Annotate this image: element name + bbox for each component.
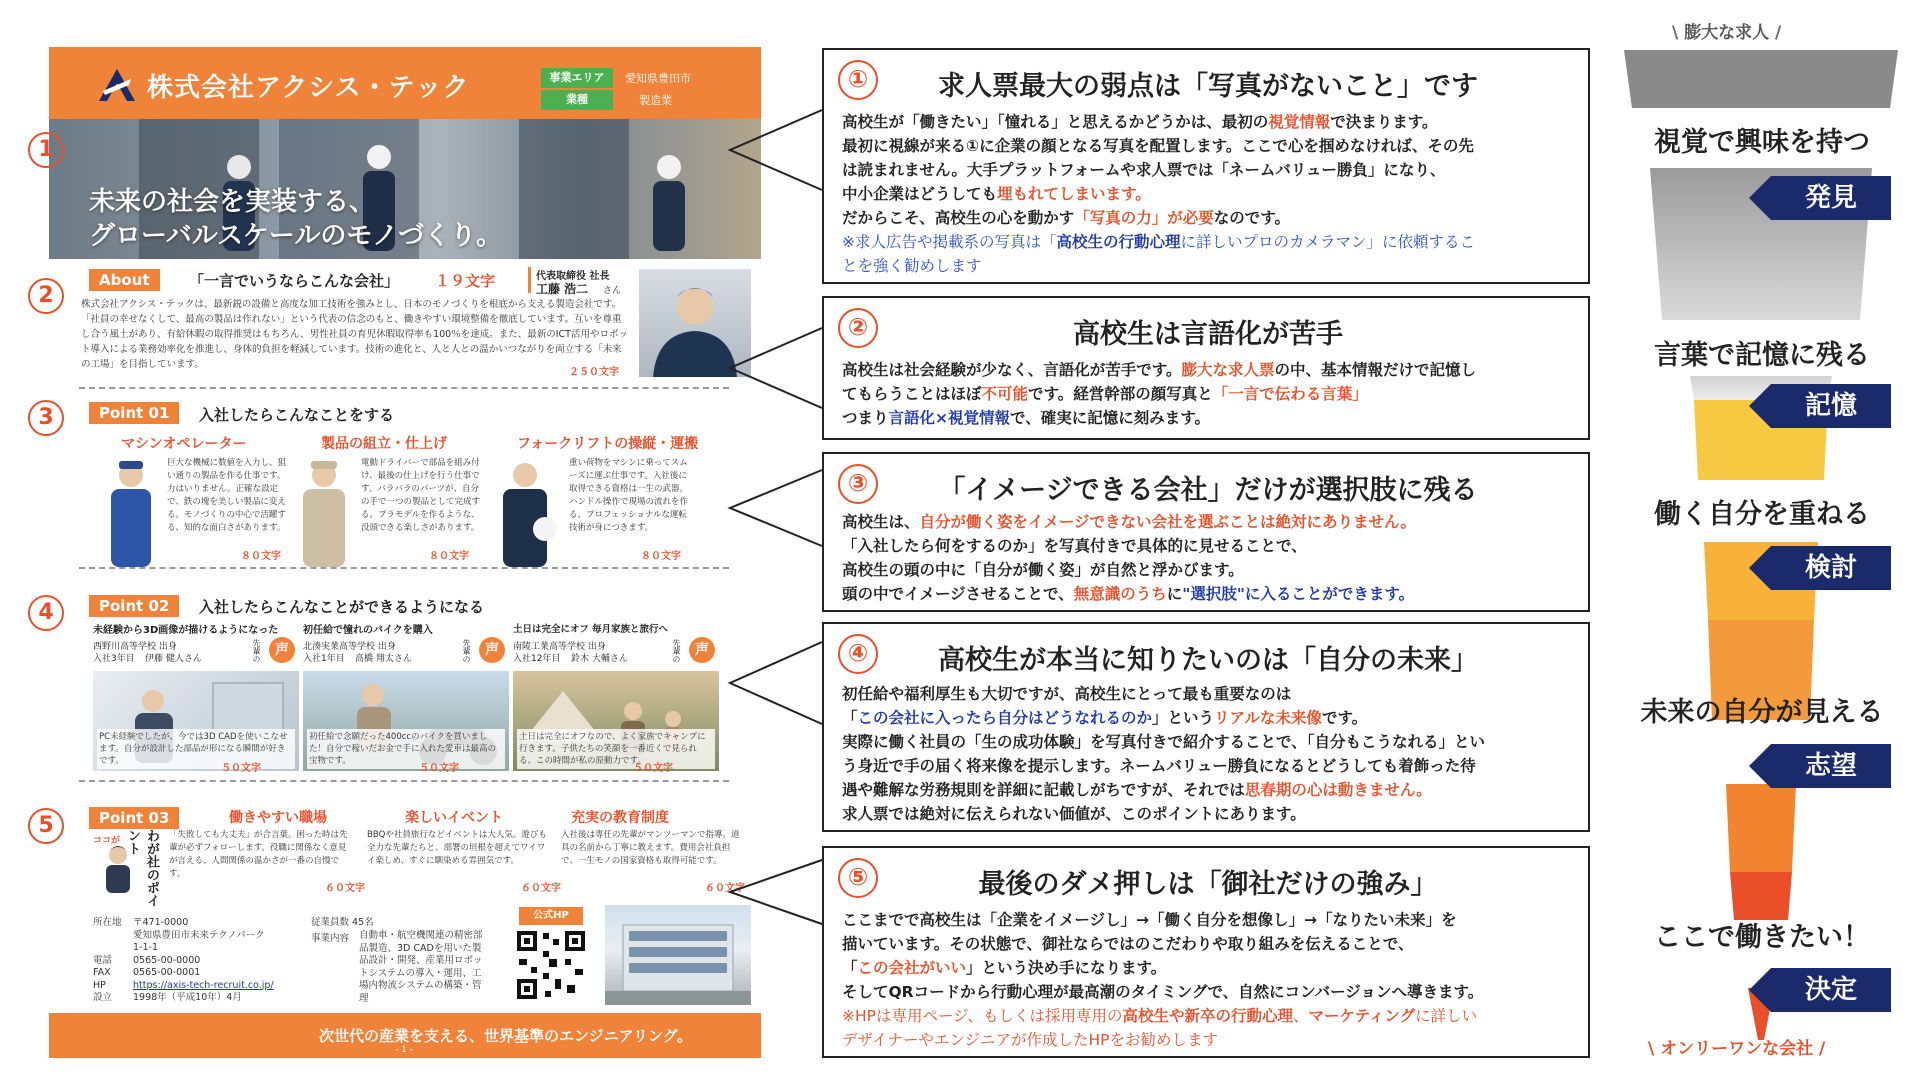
tag-industry-label: 業種 [541,90,613,110]
divider [79,387,729,389]
tag-area-value: 愛知県豊田市 [625,72,691,85]
callout-line: 遇や難解な労務規則を詳細に記載しがちですが、それでは思春期の心は動きません。 [842,781,1432,799]
callout-line: てもらうことはほぼ不可能です。経営幹部の顔写真と「一言で伝わる言葉」 [842,385,1368,403]
voice-badge: 声 [479,637,505,663]
funnel-stage-tag-1: 発見 [1771,176,1891,220]
callout-line: ※求人広告や掲載系の写真は「高校生の行動心理に詳しいプロのカメラマン」に依頼するこ [842,233,1476,251]
funnel-stage-tag-4: 志望 [1771,744,1891,788]
forklift-person-icon [493,459,559,569]
point3-count-3: ６０文字 [705,883,745,894]
voice-card-2 [303,621,509,773]
voice-school: 北湊実業高等学校 出身 [303,642,396,652]
voice-text: PC未経験でしたが、今では3D CADを使いこなせます。自分が設計した部品が形になる瞬間が好きです。 [97,729,295,769]
callout-title: 高校生が本当に知りたいのは「自分の未来」 [938,645,1478,676]
callout-line: 高校生は、自分が働く姿をイメージできない会社を選ぶことは絶対にありません。 [842,513,1416,531]
point3-count-2: ６０文字 [521,883,561,894]
flyer-marker-2: 2 [28,278,64,314]
callout-line: 実際に働く社員の「生の成功体験」を写真付きで紹介することで、「自分もこうなれる」とい [842,733,1485,751]
callout-body [842,358,1574,430]
callout-line: 求人票では絶対に伝えられない価値が、このポイントにあります。 [842,805,1306,823]
voice-headline: 未経験から3D画像が描けるようになった [93,625,279,636]
callout-body [842,110,1574,278]
callout-title: 「イメージできる会社」だけが選択肢に残る [938,475,1478,506]
point2-chip: Point 02 [89,595,179,617]
callout-line: とを強く勧めします [842,257,982,275]
about-body: 株式会社アクシス・テックは、最新鋭の設備と高度な加工技術を強みとし、日本のモノづくりを根底から支える製造会社です。「社員の幸せなくして、最高の製品は作れない」という代表の信念のもと、働きやすい環境整備を徹底しています。互いを尊重し合う風土があり、有給休暇の取得推奨はもちろん、男性社員の育児休暇取得率も100％を達成。また、最新のICT活用やロボット導入による業務効率化を推進し、身体的負担を軽減しています。技術の進化と、人と人との温かいつながりを両立する「未来の工場」を目指しています。 [81,299,628,370]
callout-line: 最初に視線が来る①に企業の顔となる写真を配置します。ここで心を掴めなければ、その先 [842,137,1474,155]
voice-card-1 [93,621,299,773]
hero-photo [49,119,761,259]
voice-headline: 土日は完全にオフ 毎月家族と旅行へ [513,624,669,635]
tag-industry-value: 製造業 [639,94,672,107]
divider [79,567,729,569]
company-employees: 従業員数 45名 [311,917,374,928]
page-number: - 1 - [395,1045,413,1055]
worker-silhouette-icon [639,149,699,259]
point2-heading: 入社したらこんなことができるようになる [199,598,485,616]
recruit-flyer [49,47,761,1058]
point3-title-1: 働きやすい職場 [229,810,327,826]
flyer-footer [49,1013,761,1058]
callout-line: 中小企業はどうしても埋もれてしまいます。 [842,185,1151,203]
company-logo-icon [97,67,137,103]
callout-line: そしてQRコードから行動心理が最高潮のタイミングで、自然にコンバージョンへ導きます。 [842,983,1484,1001]
callout-line: デザイナーやエンジニアが作成したHPをお勧めします [842,1031,1219,1049]
callout-line: 高校生が「働きたい」「憧れる」と思えるかどうかは、最初の視覚情報で決まります。 [842,113,1438,131]
callout-box-4 [822,622,1590,832]
voice-badge: 声 [689,637,715,663]
tag-area-label: 事業エリア [541,68,613,88]
point3-title-2: 楽しいイベント [405,810,503,826]
point3-count-1: ６０文字 [325,883,365,894]
company-business: 自動車・航空機関連の精密部品製造、3D CADを用いた製品設計・開発、産業用ロボットシステムの導入・運用、工場内物流システムの構築・管理 [359,930,483,1004]
flyer-marker-5: 5 [28,808,64,844]
callout-line: だからこそ、高校生の心を動かす「写真の力」が必要なのです。 [842,209,1290,227]
funnel-stage-label-3: 働く自分を重ねる [1654,499,1870,530]
voice-card-3 [513,621,719,773]
callout-line: ※HPは専用ページ、もしくは採用専用の高校生や新卒の行動心理、マーケティングに詳しい [842,1007,1478,1025]
funnel-top-caption: \ 膨大な求人 / [1672,23,1782,43]
job-title-3: フォークリフトの操縦・運搬 [517,436,699,452]
callout-body [842,510,1574,606]
ceo-title: 代表取締役 社長 [536,271,610,282]
callout-number: ④ [838,634,878,674]
job-title-1: マシンオペレーター [121,436,247,452]
point3-coco: ココが [93,836,121,846]
callout-number: ③ [838,464,878,504]
voice-count: ５０文字 [633,763,673,774]
company-business-label: 事業内容 [311,933,350,944]
callout-line: 初任給や福利厚生も大切ですが、高校生にとって最も重要なのは [842,685,1292,703]
hero-line-2: グローバルスケールのモノづくり。 [89,221,503,251]
about-body-count: ２５０文字 [569,367,619,378]
voice-headline: 初任給で憧れのバイクを購入 [303,625,433,636]
job-count-2: ８０文字 [429,551,469,562]
voice-senior: 先輩の [462,639,471,663]
callout-box-5 [822,846,1590,1058]
callout-line: ここまでで高校生は「企業をイメージし」→「働く自分を想像し」→「なりたい未来」を [842,911,1457,929]
voice-name: 伊藤 健人さん [145,654,202,664]
job-title-2: 製品の組立・仕上げ [321,436,447,452]
callout-line: 「この会社に入ったら自分はどうなれるのか」というリアルな未来像です。 [842,709,1368,727]
voice-name: 鈴木 大輔さん [571,654,628,664]
callout-line: 描いています。その状態で、御社ならではのこだわりや取り組みを伝えることで、 [842,935,1414,953]
point3-vertical: わが社のポイント [125,829,159,907]
point3-text-3: 入社後は専任の先輩がマンツーマンで指導。道具の名前から丁寧に教えます。費用会社負担で、一生モノの国家資格も取得可能です。 [561,830,740,866]
qr-code-icon[interactable] [515,929,587,1001]
job-count-3: ８０文字 [641,551,681,562]
funnel-stage-label-2: 言葉で記憶に残る [1654,340,1870,371]
point3-title-3: 充実の教育制度 [571,810,669,826]
voice-year: 入社1年目 [303,654,345,664]
callout-number: ① [838,60,878,100]
callout-box-2 [822,296,1590,440]
funnel-bottom-caption: \ オンリーワンな会社 / [1648,1039,1826,1059]
callout-number: ⑤ [838,858,878,898]
callout-line: う身近で手の届く将来像を提示します。ネームバリュー勝負になるとどうしても着飾った待 [842,757,1476,775]
funnel-stage-tag-3: 検討 [1771,546,1891,590]
divider [79,780,729,782]
flyer-marker-4: 4 [28,595,64,631]
voice-senior: 先輩の [672,639,681,663]
voice-senior: 先輩の [252,639,261,663]
callout-body [842,908,1574,1052]
operator-person-icon [101,459,161,569]
assembler-person-icon [293,459,355,569]
point1-chip: Point 01 [89,402,179,424]
callout-connectors [720,0,830,1080]
callout-line: 「入社したら何をするのか」を写真付きで具体的に見せることで、 [842,537,1307,555]
job-count-1: ８０文字 [241,551,281,562]
flyer-marker-3: 3 [28,400,64,436]
hero-line-1: 未来の社会を実装する、 [89,187,376,217]
callout-line: つまり言語化×視覚情報で、確実に記憶に刻みます。 [842,409,1210,427]
voice-school: 南陵工業高等学校 出身 [513,642,606,652]
callout-title: 最後のダメ押しは「御社だけの強み」 [978,869,1438,900]
funnel-stage-label-5: ここで働きたい！ [1654,922,1870,953]
about-chip: About [89,269,160,291]
ceo-suffix: さん [603,286,622,296]
callout-line: 「この会社がいい」という決め手になります。 [842,959,1167,977]
homepage-link[interactable]: https://axis-tech-recruit.co.jp/ [133,979,274,991]
company-name: 株式会社アクシス・テック [147,73,470,103]
job-text-2: 電動ドライバーで部品を組み付け、最後の仕上げを行う仕事です。バラバラのパーツが、自分の手で一つの製品として完成する。プラモデルを作るような、没頭できる楽しさがあります。 [361,458,481,533]
about-heading: 「一言でいうならこんな会社」 [189,272,400,290]
callout-title: 高校生は言語化が苦手 [1073,319,1343,350]
footer-slogan: 次世代の産業を支える、世界基準のエンジニアリング。 [319,1027,693,1045]
voice-year: 入社3年目 [93,654,135,664]
funnel-stage-tag-5: 決定 [1771,968,1891,1012]
voice-text: 土日は完全にオフなので、よく家族でキャンプに行きます。子供たちの笑顔を一番近くで見られる、この時間が私の原動力です。 [517,729,715,769]
company-info: 所在地 〒471-0000 愛知県豊田市未来テクノパーク 1-1-1 電話 0565-00-0000 FAX 0565-00-0001 HP https://axis-tech-recruit.co.jp/ 設立 1998年（平成10年）4月 [93,917,274,1003]
voice-text: 初任給で念願だった400ccのバイクを買いました！自分で稼いだお金で手に入れた愛車は最高の宝物です。 [307,729,505,769]
ceo-name: 工藤 浩二 [536,282,589,296]
callout-body [842,682,1574,826]
voice-school: 西野川高等学校 出身 [93,642,177,652]
voice-badge: 声 [269,637,295,663]
point3-text-2: BBQや社員旅行などイベントは大人気。遊びも全力な先輩たちと、部署の垣根を超えてワイワイ楽しめ、すぐに馴染める雰囲気です。 [367,830,547,866]
point1-heading: 入社したらこんなことをする [199,406,395,424]
flyer-header [49,47,761,119]
qr-label: 公式HP [519,907,583,925]
callout-box-3 [822,452,1590,612]
voice-year: 入社12年目 [513,654,561,664]
voice-count: ５０文字 [419,763,459,774]
callout-line: 頭の中でイメージさせることで、無意識のうちに"選択肢"に入ることができます。 [842,585,1415,603]
flyer-marker-1: 1 [28,132,64,168]
callout-box-1 [822,48,1590,284]
callout-title: 求人票最大の弱点は「写真がないこと」です [938,71,1478,102]
job-text-1: 巨大な機械に数値を入力し、狙い通りの製品を作る仕事です。力はいりません。正確な設定で、鉄の塊を美しい製品に変える。モノづくりの中心で活躍する、知的な面白さがあります。 [167,458,287,533]
job-text-3: 重い荷物をマシンに乗ってスムーズに運ぶ仕事です。入社後に取得できる資格は一生の武器。ハンドル操作で現場の流れを作る、プロフェッショナルな運転技術が身につきます。 [569,458,689,533]
voice-count: ５０文字 [221,763,261,774]
voice-name: 高橋 翔太さん [355,654,412,664]
point3-text-1: 「失敗しても大丈夫」が合言葉。困った時は先輩が必ずフォローします。役職に関係なく意見が言える、人間関係の温かさが一番の自慢です。 [169,830,348,879]
callout-line: 高校生は社会経験が少なく、言語化が苦手です。膨大な求人票の中、基本情報だけで記憶し [842,361,1476,379]
funnel-stage-label-4: 未来の自分が見える [1640,697,1884,728]
funnel-stage-tag-2: 記憶 [1771,384,1891,428]
callout-line: は読まれません。大手プラットフォームや求人票では「ネームバリュー勝負」になり、 [842,161,1446,179]
callout-number: ② [838,308,878,348]
funnel-stage-label-1: 視覚で興味を持つ [1654,127,1870,158]
point3-chip: Point 03 [89,807,179,829]
callout-line: 高校生の頭の中に「自分が働く姿」が自然と浮かびます。 [842,561,1244,579]
about-count: １９文字 [435,272,496,290]
